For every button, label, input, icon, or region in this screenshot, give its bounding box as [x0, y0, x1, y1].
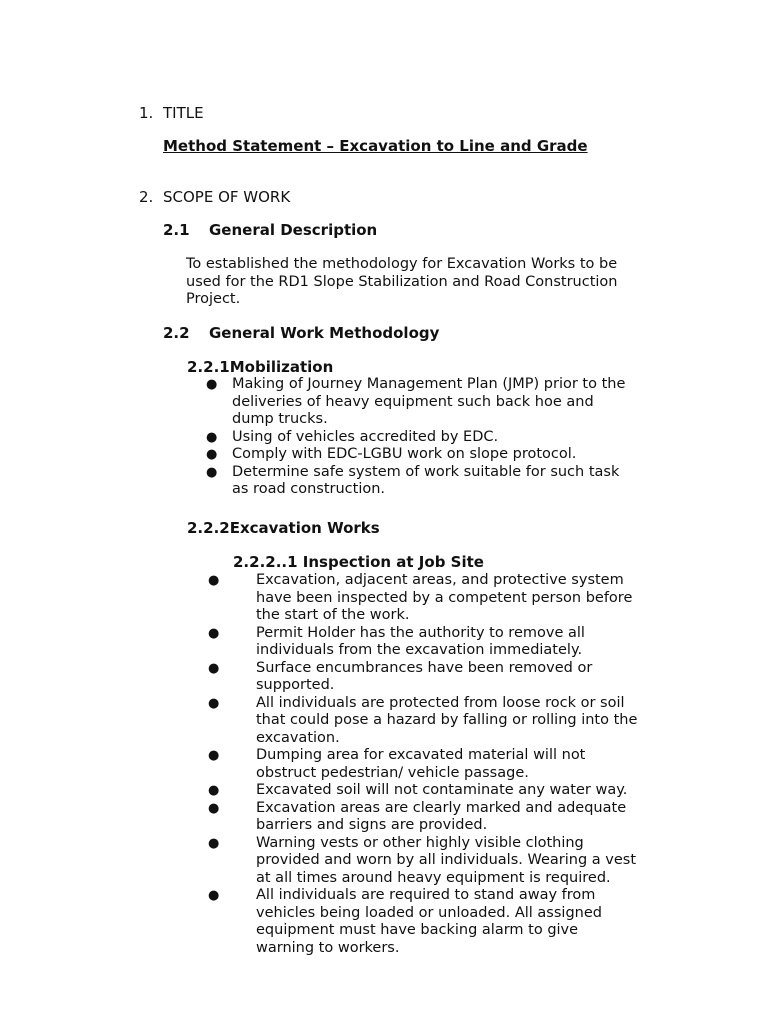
subsection-title: General Description: [209, 221, 378, 239]
list-item-line: Comply with EDC-LGBU work on slope protocol.: [232, 446, 577, 462]
list-item-line: deliveries of heavy equipment such back hoe and: [232, 393, 594, 410]
bullet-icon: ●: [208, 800, 220, 816]
bullet-icon: ●: [206, 377, 218, 392]
list-item-line: barriers and signs are provided.: [256, 817, 488, 833]
list-item-line: All individuals are required to stand away from: [256, 887, 596, 903]
inspection-list: [207, 572, 677, 957]
subsubsection-2-2-1-heading: [187, 358, 333, 376]
bullet-icon: ●: [208, 783, 220, 798]
document-title: Method Statement – Excavation to Line and Grade: [163, 137, 588, 155]
list-item: [204, 464, 664, 499]
subsection-2-2-heading: [163, 324, 483, 344]
list-item-line: as road construction.: [232, 481, 386, 497]
bullet-icon: ●: [208, 888, 220, 903]
list-item-line: warning to workers.: [256, 939, 400, 956]
subsubsection-number: 2.2.2: [187, 519, 230, 537]
list-item-line: supported.: [256, 677, 335, 693]
section-2-heading: [139, 188, 439, 208]
subsection-2-1-heading: [163, 221, 463, 241]
bullet-icon: ●: [208, 573, 220, 588]
list-item-line: Excavation areas are clearly marked and adequate: [256, 799, 627, 816]
list-item-line: Using of vehicles accredited by EDC.: [232, 428, 499, 445]
bullet-icon: ●: [208, 748, 220, 763]
list-item-line: Dumping area for excavated material will not: [256, 747, 586, 763]
list-item: [207, 887, 677, 957]
list-item: [204, 446, 664, 464]
list-item-line: excavation.: [256, 729, 340, 746]
list-item-line: All individuals are protected from loose rock or soil: [256, 694, 625, 711]
subsection-title: General Work Methodology: [209, 324, 440, 342]
list-item: [207, 695, 677, 748]
section-1-heading: [139, 104, 439, 124]
list-item: [207, 660, 677, 695]
general-description-paragraph: [186, 256, 666, 309]
section-number: 2.: [139, 188, 154, 206]
subsubsection-title: Mobilization: [229, 358, 334, 376]
section-title: SCOPE OF WORK: [163, 188, 291, 206]
paragraph-line: used for the RD1 Slope Stabilization and Road Construction: [186, 273, 618, 290]
section-number: 1.: [139, 104, 154, 122]
list-item-line: have been inspected by a competent person before: [256, 589, 633, 606]
list-item-line: obstruct pedestrian/ vehicle passage.: [256, 764, 529, 781]
list-item-line: Excavated soil will not contaminate any water way.: [256, 782, 628, 798]
bullet-icon: ●: [208, 625, 220, 641]
list-item: [207, 835, 677, 888]
list-item-line: Making of Journey Management Plan (JMP) prior to the: [232, 376, 626, 392]
bullet-icon: ●: [206, 447, 218, 462]
bullet-icon: ●: [206, 464, 218, 480]
mobilization-list: [204, 376, 664, 499]
subsubsection-number: 2.2.1: [187, 358, 230, 376]
list-item-line: the start of the work.: [256, 607, 410, 623]
list-item-line: vehicles being loaded or unloaded. All assigned: [256, 904, 602, 921]
subsection-number: 2.1: [163, 221, 190, 239]
paragraph-line: To established the methodology for Excavation Works to be: [186, 256, 618, 272]
list-item-line: Excavation, adjacent areas, and protective system: [256, 572, 624, 588]
bullet-icon: ●: [208, 695, 220, 711]
list-item: [207, 747, 677, 782]
list-item: [207, 800, 677, 835]
subsubsection-2-2-2-heading: [187, 519, 380, 537]
list-item-line: Surface encumbrances have been removed or: [256, 659, 593, 676]
list-item: [207, 572, 677, 625]
inspection-number: 2.2.2..1: [233, 553, 298, 571]
list-item-line: Determine safe system of work suitable for such task: [232, 463, 620, 480]
list-item-line: at all times around heavy equipment is required.: [256, 869, 611, 886]
subsection-number: 2.2: [163, 324, 190, 342]
list-item: [207, 625, 677, 660]
list-item: [204, 376, 664, 429]
list-item-line: Warning vests or other highly visible clothing: [256, 834, 584, 851]
bullet-icon: ●: [208, 660, 220, 676]
inspection-title: Inspection at Job Site: [302, 553, 484, 571]
list-item-line: dump trucks.: [232, 411, 328, 427]
bullet-icon: ●: [208, 835, 220, 851]
list-item: [207, 782, 677, 800]
paragraph-line: Project.: [186, 291, 241, 307]
list-item: [204, 429, 664, 447]
list-item-line: provided and worn by all individuals. Wearing a vest: [256, 852, 637, 868]
list-item-line: Permit Holder has the authority to remove all: [256, 624, 585, 641]
inspection-heading: [233, 553, 484, 571]
list-item-line: individuals from the excavation immediately.: [256, 642, 583, 658]
subsubsection-title: Excavation Works: [229, 519, 380, 537]
list-item-line: equipment must have backing alarm to give: [256, 922, 579, 938]
section-title: TITLE: [163, 104, 204, 122]
list-item-line: that could pose a hazard by falling or rolling into the: [256, 712, 638, 728]
bullet-icon: ●: [206, 429, 218, 445]
